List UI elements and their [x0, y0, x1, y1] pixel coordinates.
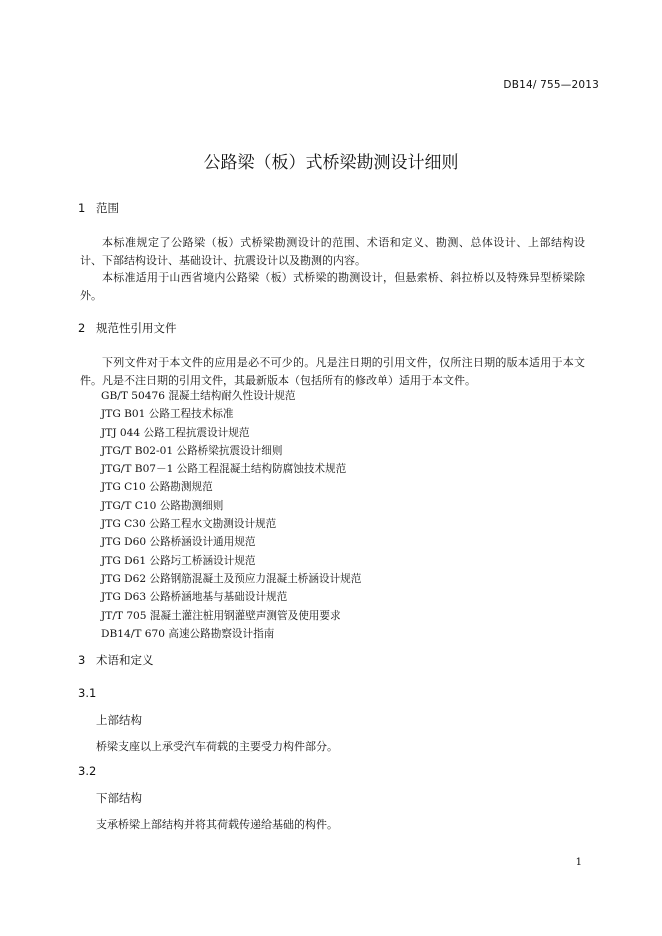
reference-item: JTG/T B07－1 公路工程混凝土结构防腐蚀技术规范 [101, 463, 347, 476]
page-number: 1 [575, 857, 582, 868]
reference-item: JTJ 044 公路工程抗震设计规范 [101, 426, 250, 439]
reference-item: JTG D60 公路桥涵设计通用规范 [101, 536, 256, 549]
term-title: 下部结构 [96, 791, 142, 805]
document-code: DB14/ 755—2013 [503, 79, 599, 91]
term-number: 3.2 [78, 764, 97, 778]
reference-item: GB/T 50476 混凝土结构耐久性设计规范 [101, 390, 296, 402]
reference-item: JT/T 705 混凝土灌注桩用钢灌壁声测管及使用要求 [101, 609, 341, 622]
reference-item: JTG/T B02-01 公路桥梁抗震设计细则 [101, 444, 283, 457]
section-number: 2 [78, 321, 86, 335]
section-1-paragraph-2: 本标准适用于山西省境内公路梁（板）式桥梁的勘测设计，但悬索桥、斜拉桥以及特殊异型桥梁除外。 [80, 271, 585, 302]
term-definition: 桥梁支座以上承受汽车荷载的主要受力构件部分。 [96, 740, 338, 753]
reference-item: JTG C30 公路工程水文勘测设计规范 [101, 518, 277, 531]
section-title: 范围 [96, 201, 119, 215]
page-title: 公路梁（板）式桥梁勘测设计细则 [203, 153, 459, 173]
section-2-intro: 下列文件对于本文件的应用是必不可少的。凡是注日期的引用文件，仅所注日期的版本适用于本文件。凡是不注日期的引用文件，其最新版本（包括所有的修改单）适用于本文件。 [80, 356, 585, 387]
section-title: 术语和定义 [96, 653, 154, 667]
reference-item: JTG/T C10 公路勘测细则 [101, 499, 224, 512]
reference-list [101, 387, 361, 643]
term-definition: 支承桥梁上部结构并将其荷载传递给基础的构件。 [96, 818, 338, 831]
section-2-heading [78, 320, 177, 336]
section-3-heading [78, 652, 154, 668]
term-number: 3.1 [78, 686, 97, 700]
section-1-paragraph-1: 本标准规定了公路梁（板）式桥梁勘测设计的范围、术语和定义、勘测、总体设计、上部结构设计、下部结构设计、基础设计、抗震设计以及勘测的内容。 [80, 236, 585, 267]
section-title: 规范性引用文件 [96, 321, 177, 335]
reference-item: JTG D63 公路桥涵地基与基础设计规范 [101, 591, 288, 604]
reference-item: JTG C10 公路勘测规范 [101, 481, 213, 494]
reference-item: DB14/T 670 高速公路勘察设计指南 [101, 627, 275, 640]
reference-item: JTG D62 公路钢筋混凝土及预应力混凝土桥涵设计规范 [101, 572, 362, 585]
section-number: 1 [78, 201, 86, 215]
reference-item: JTG D61 公路圬工桥涵设计规范 [101, 554, 256, 567]
term-title: 上部结构 [96, 713, 142, 727]
section-1-heading [78, 200, 119, 216]
section-number: 3 [78, 653, 86, 667]
reference-item: JTG B01 公路工程技术标准 [101, 408, 234, 421]
